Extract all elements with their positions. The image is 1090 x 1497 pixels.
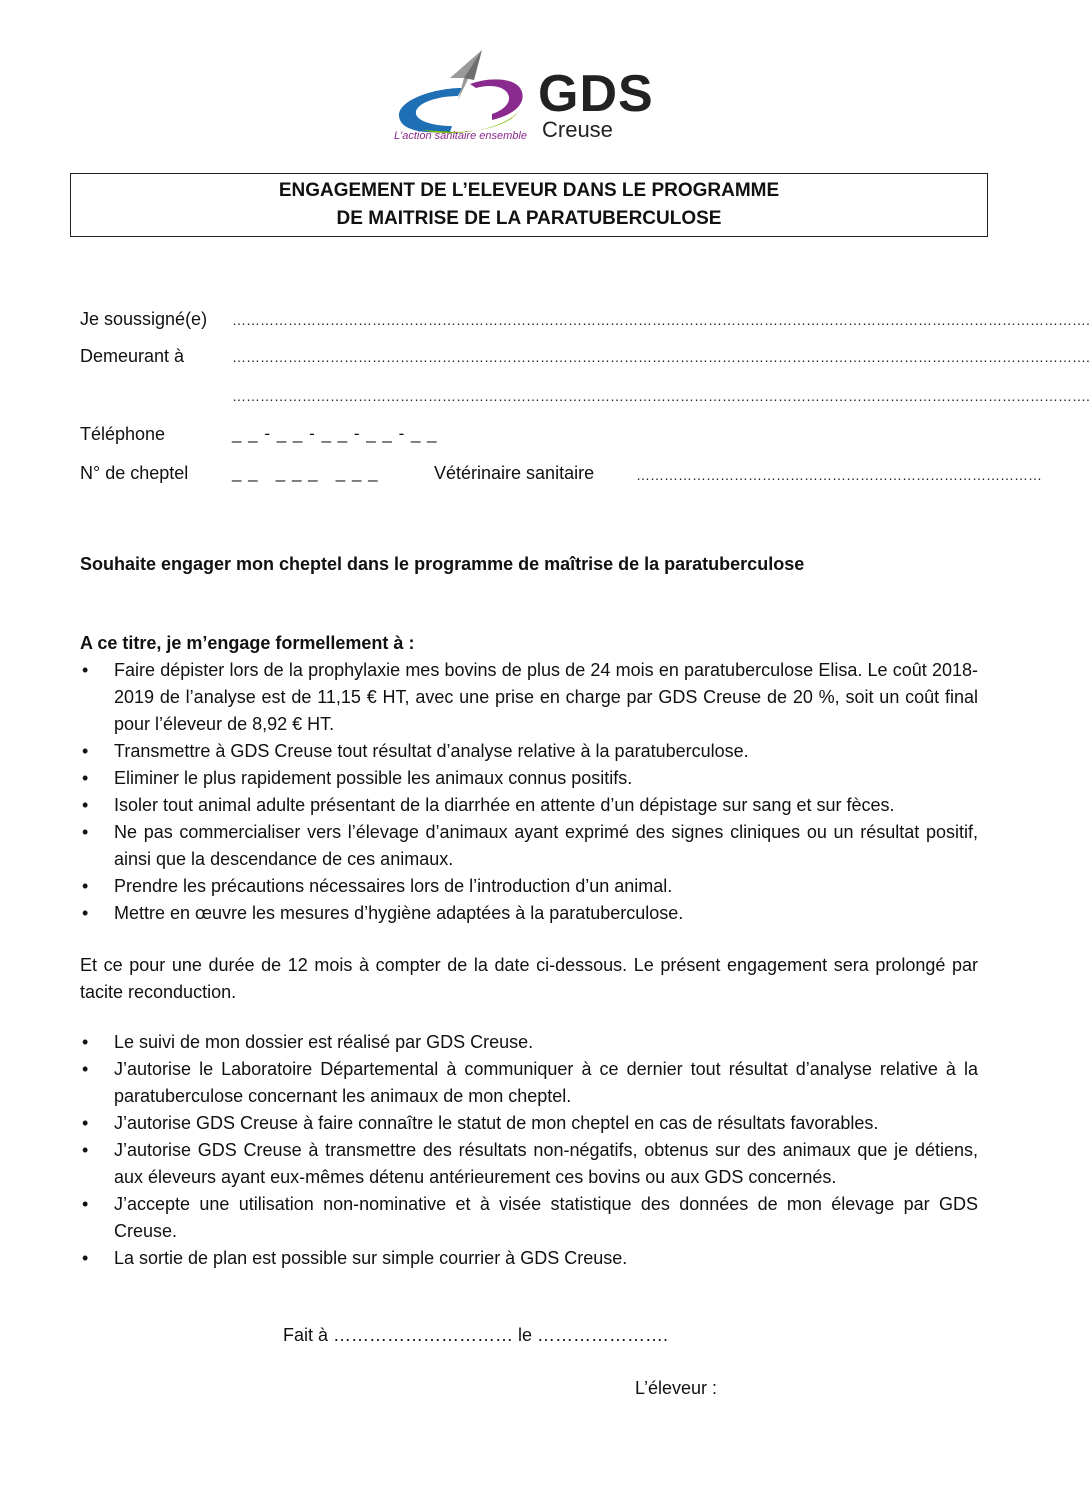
bullet-icon: • bbox=[82, 1032, 89, 1052]
title-line-2: DE MAITRISE DE LA PARATUBERCULOSE bbox=[336, 208, 722, 229]
list-item: • Eliminer le plus rapidement possible les animaux connus positifs. bbox=[82, 765, 978, 792]
bullet-icon: • bbox=[82, 660, 89, 680]
logo-tagline: L'action sanitaire ensemble bbox=[394, 130, 527, 142]
bullet-icon: • bbox=[82, 1194, 89, 1214]
list-item: • Faire dépister lors de la prophylaxie mes bovins de plus de 24 mois en paratuberculose Elisa. Le coût 2018-2019 de l’analyse est de 11,15 € HT, avec une prise en charge par GDS Creuse de 20 %, soit un coût final pour l’éleveur de 8,92 € HT. bbox=[82, 657, 978, 738]
place-date-line[interactable]: Fait à ………………………… le …………………. bbox=[283, 1325, 669, 1345]
logo-sub: Creuse bbox=[542, 117, 613, 142]
list-item: • J’autorise GDS Creuse à transmettre des résultats non-négatifs, obtenus sur des animaux que je détiens, aux éleveurs ayant eux-mêmes détenu antérieurement ces bovins ou aux GDS concernés. bbox=[82, 1137, 978, 1191]
title-line-1: ENGAGEMENT DE L’ELEVEUR DANS LE PROGRAMME bbox=[278, 180, 780, 201]
bullet-icon: • bbox=[82, 876, 89, 896]
name-field[interactable]: …………………………………………………………………………………………………………………………………………………………………. bbox=[232, 312, 1090, 328]
logo-brand: GDS bbox=[538, 65, 654, 123]
phone-label: Téléphone bbox=[80, 424, 166, 444]
address-label: Demeurant à bbox=[80, 346, 185, 366]
commitment-list bbox=[82, 657, 978, 927]
bullet-icon: • bbox=[82, 1140, 89, 1160]
cheptel-label: N° de cheptel bbox=[80, 463, 189, 483]
list-item: • J’autorise GDS Creuse à faire connaître le statut de mon cheptel en cas de résultats favorables. bbox=[82, 1110, 978, 1137]
address-field-1[interactable]: …………………………………………………………………………………………………………………………………………………………………. bbox=[232, 349, 1090, 365]
list-item: • Mettre en œuvre les mesures d’hygiène adaptées à la paratuberculose. bbox=[82, 900, 978, 927]
bullet-icon: • bbox=[82, 903, 89, 923]
list-item: • Transmettre à GDS Creuse tout résultat d’analyse relative à la paratuberculose. bbox=[82, 738, 978, 765]
bullet-icon: • bbox=[82, 822, 89, 842]
address-field-2[interactable]: …………………………………………………………………………………………………………………………………………………………………. bbox=[232, 388, 1090, 404]
list-item: • Ne pas commercialiser vers l’élevage d’animaux ayant exprimé des signes cliniques ou un résultat positif, ainsi que la descendance de ces animaux. bbox=[82, 819, 978, 873]
bullet-icon: • bbox=[82, 741, 89, 761]
intro-statement: Souhaite engager mon cheptel dans le programme de maîtrise de la paratuberculose bbox=[80, 554, 805, 574]
bullet-icon: • bbox=[82, 795, 89, 815]
bullet-icon: • bbox=[82, 1059, 89, 1079]
name-label: Je soussigné(e) bbox=[80, 309, 208, 329]
bullet-icon: • bbox=[82, 768, 89, 788]
list-item: • La sortie de plan est possible sur simple courrier à GDS Creuse. bbox=[82, 1245, 978, 1272]
list-item: • J’accepte une utilisation non-nominative et à visée statistique des données de mon élevage par GDS Creuse. bbox=[82, 1191, 978, 1245]
cheptel-field[interactable]: _ _ _ _ _ _ _ _ bbox=[232, 463, 379, 482]
vet-field[interactable]: …………………………………………………………………………… bbox=[636, 467, 1042, 483]
bullet-icon: • bbox=[82, 1113, 89, 1133]
vet-label: Vétérinaire sanitaire bbox=[434, 463, 595, 483]
phone-field[interactable]: _ _ - _ _ - _ _ - _ _ - _ _ bbox=[232, 424, 438, 443]
list-item: • Le suivi de mon dossier est réalisé par GDS Creuse. bbox=[82, 1029, 978, 1056]
commitment-heading: A ce titre, je m’engage formellement à : bbox=[80, 633, 415, 653]
list-item: • Isoler tout animal adulte présentant de la diarrhée en attente d’un dépistage sur sang et sur fèces. bbox=[82, 792, 978, 819]
authorization-list bbox=[82, 1029, 978, 1272]
list-item: • Prendre les précautions nécessaires lors de l’introduction d’un animal. bbox=[82, 873, 978, 900]
signer-label: L’éleveur : bbox=[635, 1378, 718, 1398]
title-box bbox=[70, 173, 988, 237]
duration-paragraph: Et ce pour une durée de 12 mois à compter de la date ci-dessous. Le présent engagement sera prolongé par tacite reconduction. bbox=[80, 955, 978, 1002]
list-item: • J’autorise le Laboratoire Départemental à communiquer à ce dernier tout résultat d’analyse relative à la paratuberculose concernant les animaux de mon cheptel. bbox=[82, 1056, 978, 1110]
gds-creuse-logo bbox=[392, 50, 682, 150]
bullet-icon: • bbox=[82, 1248, 89, 1268]
